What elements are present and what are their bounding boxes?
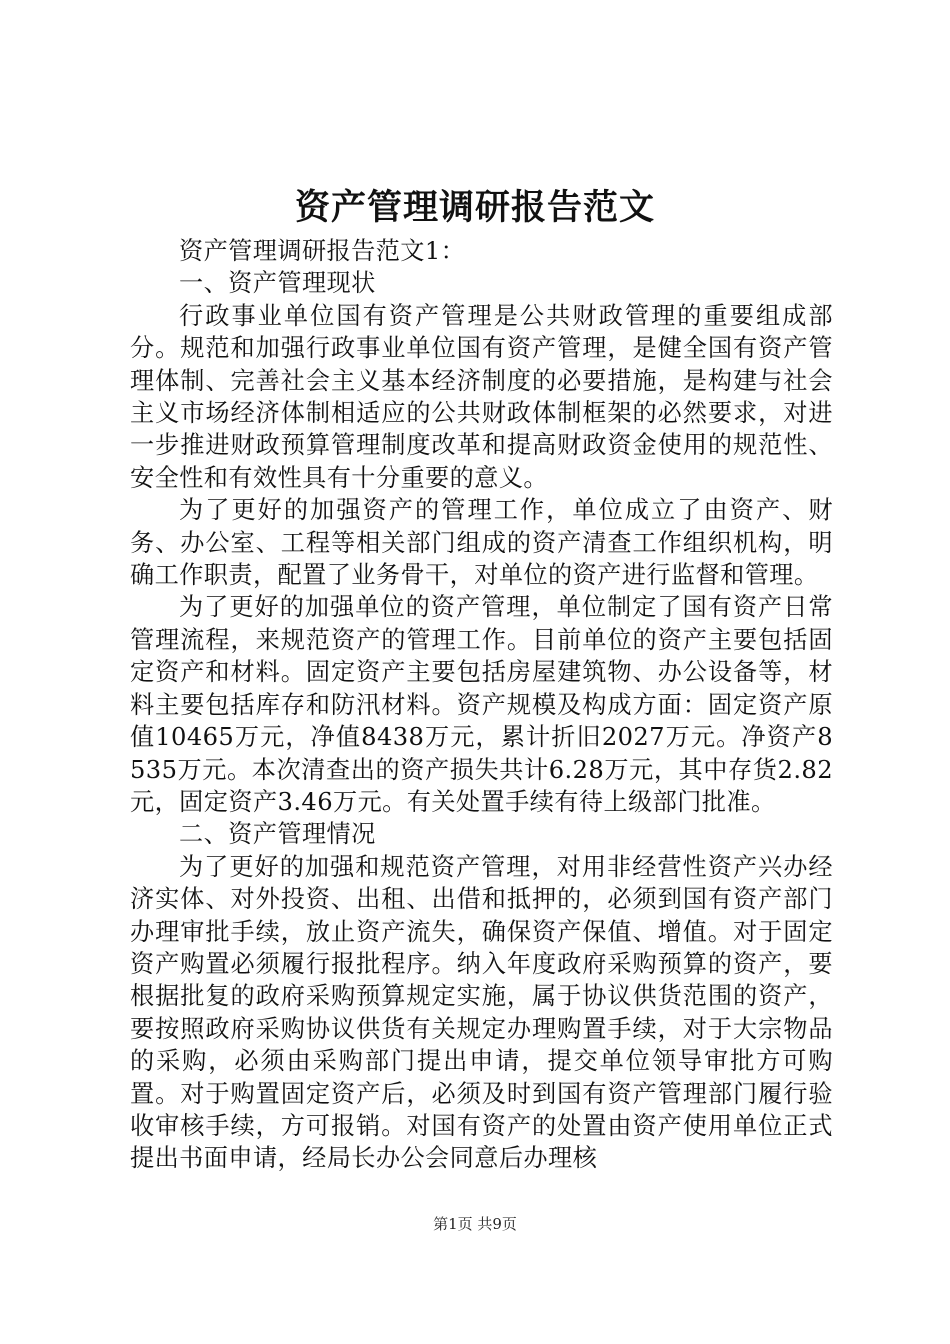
- section-heading-2: 二、资产管理情况: [179, 820, 376, 849]
- section-heading-1: 一、资产管理现状: [179, 269, 376, 298]
- body-paragraph-1: 行政事业单位国有资产管理是公共财政管理的重要组成部分。规范和加强行政事业单位国有资产管理，是健全国有资产管理体制、完善社会主义基本经济制度的必要措施，是构建与社会主义市场经济体制相适应的公共财政体制框架的必然要求，对进一步推进财政预算管理制度改革和提高财政资金使用的规范性、安全性和有效性具有十分重要的意义。: [130, 301, 833, 492]
- body-paragraph-2: 为了更好的加强资产的管理工作，单位成立了由资产、财务、办公室、工程等相关部门组成的资产清查工作组织机构，明确工作职责，配置了业务骨干，对单位的资产进行监督和管理。: [130, 496, 833, 590]
- report-subtitle: 资产管理调研报告范文1：: [179, 237, 466, 265]
- document-title: 资产管理调研报告范文: [294, 188, 655, 228]
- page-number-footer: 第1页 共9页: [433, 1215, 517, 1233]
- body-paragraph-3: 为了更好的加强单位的资产管理，单位制定了国有资产日常管理流程，来规范资产的管理工作。目前单位的资产主要包括固定资产和材料。固定资产主要包括房屋建筑物、办公设备等，材料主要包括库存和防汛材料。资产规模及构成方面：固定资产原值10465万元，净值8438万元，累计折旧2027万元。净资产8535万元。本次清查出的资产损失共计6.28万元，其中存货2.82元，固定资产3.46万元。有关处置手续有待上级部门批准。: [130, 593, 833, 816]
- body-paragraph-4: 为了更好的加强和规范资产管理，对用非经营性资产兴办经济实体、对外投资、出租、出借和抵押的，必须到国有资产部门办理审批手续，放止资产流失，确保资产保值、增值。对于固定资产购置必须履行报批程序。纳入年度政府采购预算的资产，要根据批复的政府采购预算规定实施，属于协议供货范围的资产，要按照政府采购协议供货有关规定办理购置手续，对于大宗物品的采购，必须由采购部门提出申请，提交单位领导审批方可购置。对于购置固定资产后，必须及时到国有资产管理部门履行验收审核手续，方可报销。对国有资产的处置由资产使用单位正式提出书面申请，经局长办公会同意后办理核: [130, 852, 833, 1173]
- document-body: [130, 235, 833, 1175]
